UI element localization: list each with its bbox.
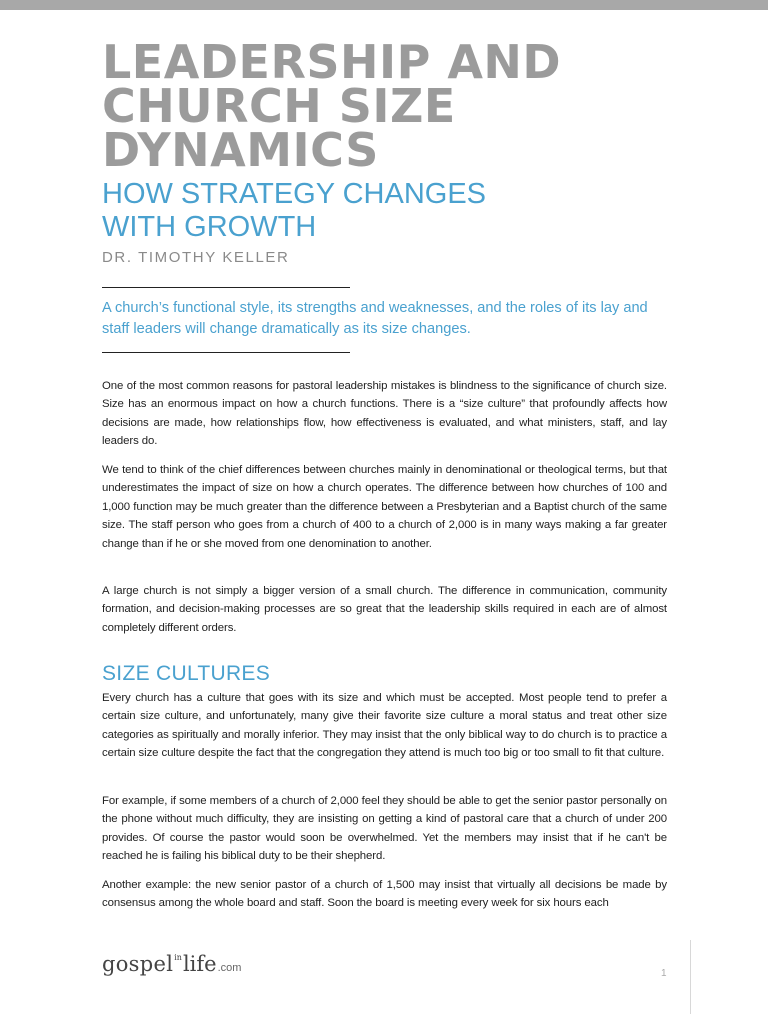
title-line-3: DYNAMICS xyxy=(102,123,379,177)
page-number: 1 xyxy=(661,968,667,979)
pullquote-top-rule xyxy=(102,287,350,288)
pullquote-bottom-rule xyxy=(102,352,350,353)
logo-dotcom: .com xyxy=(217,962,242,974)
document-title xyxy=(102,35,722,177)
section-paragraph-1: Every church has a culture that goes with its size and which must be accepted. Most people tend to prefer a certain size culture, and unfortunately, many give their favorite size culture a moral status and treat other size categories as spiritually and morally inferior. They may insist that the only biblical way to do church is to practice a certain size culture despite the fact that the congregation they attend is much too big or too small to fit that culture. xyxy=(102,692,667,760)
title-line-2: CHURCH SIZE xyxy=(102,79,456,133)
gospel-in-life-logo xyxy=(102,952,241,976)
section-paragraph-2: For example, if some members of a church of 2,000 feel they should be able to get the senior pastor personally on the phone without much difficulty, they are insisting on getting a kind of pastoral care that a church of under 200 provides. Of course the pastor would soon be overwhelmed. Yet the members may insist that if he can't be reached he is failing his biblical duty to be their shepherd. xyxy=(102,795,667,863)
body-paragraph-3: A large church is not simply a bigger version of a small church. The difference in communication, community formation, and decision-making processes are so great that the leadership skills required in each are of almost completely different orders. xyxy=(102,585,667,634)
subtitle-line-1: HOW STRATEGY CHANGES xyxy=(102,178,487,210)
logo-life-word: life xyxy=(182,952,217,976)
section-heading-size-cultures: SIZE CULTURES xyxy=(102,662,271,685)
body-paragraph-1: One of the most common reasons for pastoral leadership mistakes is blindness to the significance of church size. Size has an enormous impact on how a church functions. There is a “size culture” that profoundly affects how decisions are made, how relationships flow, how effectiveness is evaluated, and what ministers, staff, and lay leaders do. xyxy=(102,380,667,448)
title-line-1: LEADERSHIP AND xyxy=(102,35,562,89)
author-name: DR. TIMOTHY KELLER xyxy=(102,249,290,266)
subtitle-line-2: WITH GROWTH xyxy=(102,211,317,243)
top-gray-bar xyxy=(0,0,768,10)
pullquote: A church’s functional style, its strengths and weaknesses, and the roles of its lay and staff leaders will change dramatically as its size changes. xyxy=(102,300,648,337)
section-paragraph-3: Another example: the new senior pastor of a church of 1,500 may insist that virtually all decisions be made by consensus among the whole board and staff. Soon the board is meeting every week for six hours each xyxy=(102,879,667,910)
logo-in-word: in xyxy=(174,953,182,962)
document-subtitle xyxy=(102,178,662,244)
logo-gospel-word: gospel xyxy=(102,952,174,976)
page-edge-line xyxy=(690,940,691,1014)
body-paragraph-2: We tend to think of the chief differences between churches mainly in denominational or theological terms, but that underestimates the impact of size on how a church operates. The difference between how churches of 100 and 1,000 function may be much greater than the difference between a Presbyterian and a Baptist church of the same size. The staff person who goes from a church of 400 to a church of 2,000 is in many ways making a far greater change than if he or she moved from one denomination to another. xyxy=(102,464,667,550)
